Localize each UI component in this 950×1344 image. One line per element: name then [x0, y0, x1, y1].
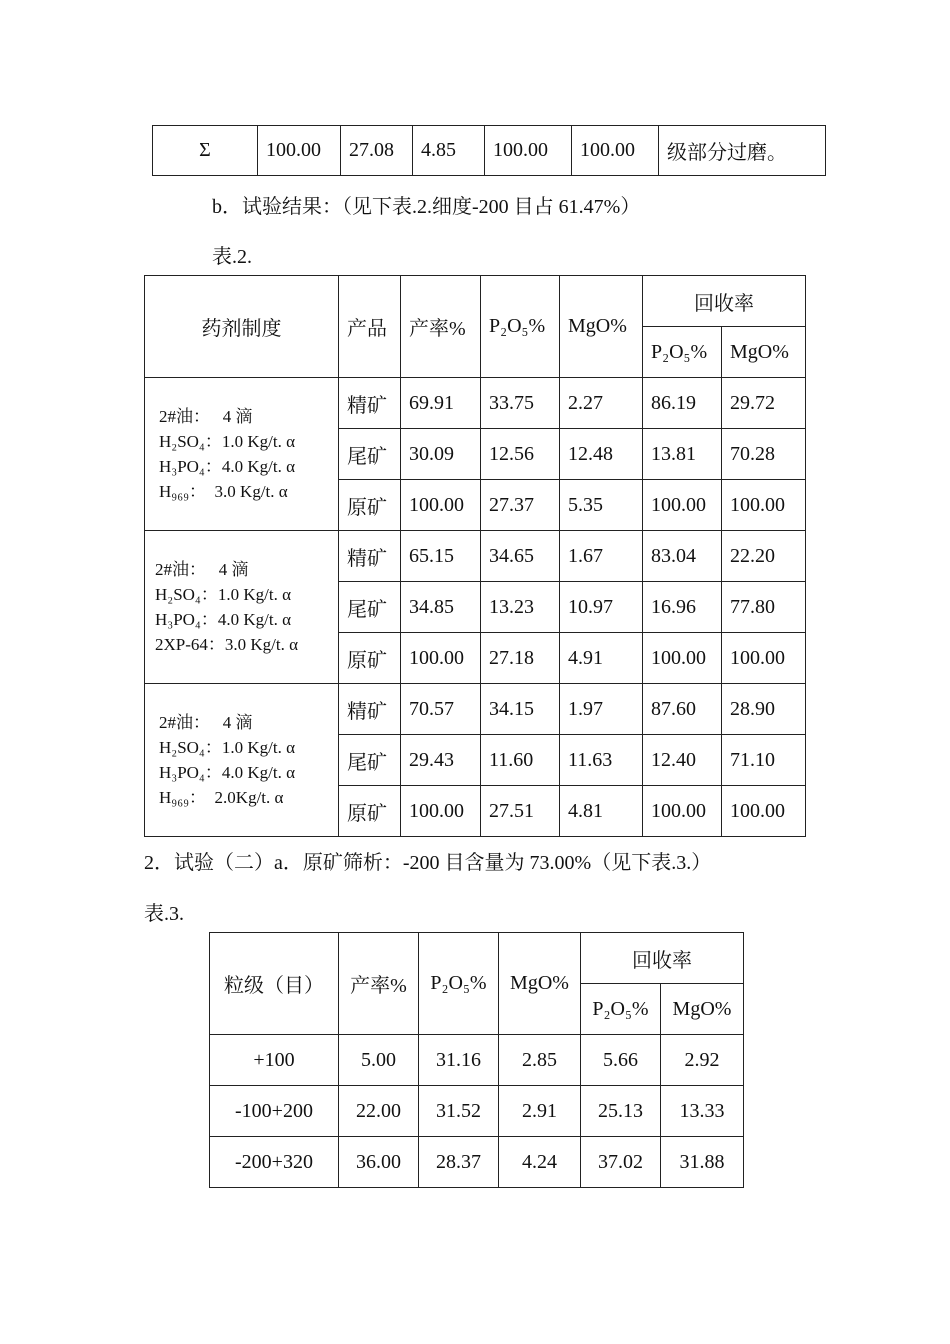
table-cell: 30.09	[401, 429, 481, 480]
table-cell: 2.27	[560, 378, 643, 429]
reagent-line: H₂SO₄：1.0 Kg/t. α	[155, 585, 291, 604]
table-cell: 83.04	[643, 531, 722, 582]
table-cell: 10.97	[560, 582, 643, 633]
table-cell: 精矿	[339, 684, 401, 735]
reagent-regime	[145, 378, 339, 531]
table-cell: 34.15	[481, 684, 560, 735]
header-rec-p2o5: P₂O₅%	[643, 327, 722, 378]
table-cell: 100.00	[401, 633, 481, 684]
table-cell: 4.91	[560, 633, 643, 684]
table-cell: 4.81	[560, 786, 643, 837]
table-cell: 5.66	[581, 1035, 661, 1086]
table-cell: 69.91	[401, 378, 481, 429]
table-cell: -100+200	[210, 1086, 339, 1137]
table-cell: 27.51	[481, 786, 560, 837]
table-cell: 28.37	[419, 1137, 499, 1188]
table-cell: 100.00	[485, 126, 572, 176]
table-cell: +100	[210, 1035, 339, 1086]
table-cell: 原矿	[339, 480, 401, 531]
table2	[144, 275, 806, 837]
table-cell: 34.85	[401, 582, 481, 633]
table-cell: 22.20	[722, 531, 806, 582]
reagent-line: H₃PO₄：4.0 Kg/t. α	[159, 457, 295, 476]
table-cell: 2.92	[661, 1035, 744, 1086]
table-row	[145, 684, 806, 735]
header-recovery: 回收率	[643, 276, 806, 327]
header-rec-p2o5: P₂O₅%	[581, 984, 661, 1035]
reagent-line: H₉₆₉： 2.0Kg/t. α	[159, 788, 284, 807]
reagent-line: H₃PO₄：4.0 Kg/t. α	[155, 610, 291, 629]
table-cell: 尾矿	[339, 735, 401, 786]
header-size: 粒级（目）	[210, 933, 339, 1035]
header-p2o5: P₂O₅%	[419, 933, 499, 1035]
reagent-line: H₃PO₄：4.0 Kg/t. α	[159, 763, 295, 782]
table-cell: 70.28	[722, 429, 806, 480]
table-cell: 34.65	[481, 531, 560, 582]
reagent-line: H₉₆₉： 3.0 Kg/t. α	[159, 482, 288, 501]
table3	[209, 932, 744, 1188]
table-cell: 100.00	[643, 633, 722, 684]
reagent-line: 2#油： 4 滴	[155, 560, 249, 579]
table-cell: 13.33	[661, 1086, 744, 1137]
reagent-line: 2#油： 4 滴	[159, 407, 253, 426]
header-mgo: MgO%	[560, 276, 643, 378]
table-cell: 28.90	[722, 684, 806, 735]
table-cell: 22.00	[339, 1086, 419, 1137]
table-cell: 70.57	[401, 684, 481, 735]
table-cell: 尾矿	[339, 429, 401, 480]
table-row	[210, 1035, 744, 1086]
header-product: 产品	[339, 276, 401, 378]
table-cell: 86.19	[643, 378, 722, 429]
table3-caption: 表.3.	[144, 903, 184, 925]
table-cell: 100.00	[401, 786, 481, 837]
table-cell: 原矿	[339, 786, 401, 837]
table-cell: 11.60	[481, 735, 560, 786]
table-cell: 精矿	[339, 378, 401, 429]
header-p2o5: P₂O₅%	[481, 276, 560, 378]
table-cell: 100.00	[258, 126, 341, 176]
header-recovery: 回收率	[581, 933, 744, 984]
header-mgo: MgO%	[499, 933, 581, 1035]
reagent-line: H₂SO₄：1.0 Kg/t. α	[159, 738, 295, 757]
table-cell: 27.18	[481, 633, 560, 684]
reagent-line: 2XP-64：3.0 Kg/t. α	[155, 635, 299, 654]
table-cell: 29.43	[401, 735, 481, 786]
table-cell: 精矿	[339, 531, 401, 582]
table-cell: 5.35	[560, 480, 643, 531]
header-regime: 药剂制度	[145, 276, 339, 378]
header-rec-mgo: MgO%	[722, 327, 806, 378]
table-cell: 100.00	[401, 480, 481, 531]
reagent-regime	[145, 531, 339, 684]
table-cell: 4.85	[413, 126, 485, 176]
table-cell: 100.00	[722, 633, 806, 684]
table-cell: 27.08	[341, 126, 413, 176]
table-row	[210, 1086, 744, 1137]
table-cell: 100.00	[643, 480, 722, 531]
table-cell: 尾矿	[339, 582, 401, 633]
table-cell: 31.16	[419, 1035, 499, 1086]
table-cell: 100.00	[722, 480, 806, 531]
table-cell: 4.24	[499, 1137, 581, 1188]
reagent-line: 2#油： 4 滴	[159, 713, 253, 732]
table-cell: 71.10	[722, 735, 806, 786]
reagent-regime	[145, 684, 339, 837]
table-cell: -200+320	[210, 1137, 339, 1188]
paragraph-2: 2．试验（二）a．原矿筛析：-200 目含量为 73.00%（见下表.3.）	[144, 852, 712, 874]
reagent-line: H₂SO₄：1.0 Kg/t. α	[159, 432, 295, 451]
table-cell: 29.72	[722, 378, 806, 429]
table-cell: 31.52	[419, 1086, 499, 1137]
table1-sum	[152, 125, 826, 176]
table-cell: 11.63	[560, 735, 643, 786]
table-row	[145, 531, 806, 582]
table-cell: 2.85	[499, 1035, 581, 1086]
header-yield: 产率%	[401, 276, 481, 378]
table-header-row	[210, 933, 744, 984]
table-row	[145, 378, 806, 429]
table-cell: 2.91	[499, 1086, 581, 1137]
table-cell: 25.13	[581, 1086, 661, 1137]
header-rec-mgo: MgO%	[661, 984, 744, 1035]
table-cell: 5.00	[339, 1035, 419, 1086]
table-cell: 13.81	[643, 429, 722, 480]
table-cell: 16.96	[643, 582, 722, 633]
table-cell: 100.00	[643, 786, 722, 837]
table-row	[153, 126, 826, 176]
table-header-row	[145, 276, 806, 327]
table-cell: 87.60	[643, 684, 722, 735]
table-cell: 12.48	[560, 429, 643, 480]
table-cell: 100.00	[722, 786, 806, 837]
sum-symbol: Σ	[153, 126, 258, 176]
table-cell: 37.02	[581, 1137, 661, 1188]
table-cell: 原矿	[339, 633, 401, 684]
table-cell: 13.23	[481, 582, 560, 633]
table-cell: 12.56	[481, 429, 560, 480]
table2-caption: 表.2.	[212, 246, 252, 268]
table-cell: 77.80	[722, 582, 806, 633]
table-cell: 65.15	[401, 531, 481, 582]
paragraph-b: b．试验结果：（见下表.2.细度-200 目占 61.47%）	[212, 196, 641, 218]
table-cell: 100.00	[572, 126, 659, 176]
table-cell: 1.97	[560, 684, 643, 735]
table-row	[210, 1137, 744, 1188]
table-cell: 31.88	[661, 1137, 744, 1188]
table-cell: 1.67	[560, 531, 643, 582]
table-cell: 33.75	[481, 378, 560, 429]
table-cell: 27.37	[481, 480, 560, 531]
table-cell: 12.40	[643, 735, 722, 786]
table-cell: 36.00	[339, 1137, 419, 1188]
header-yield: 产率%	[339, 933, 419, 1035]
table-cell: 级部分过磨。	[659, 126, 826, 176]
